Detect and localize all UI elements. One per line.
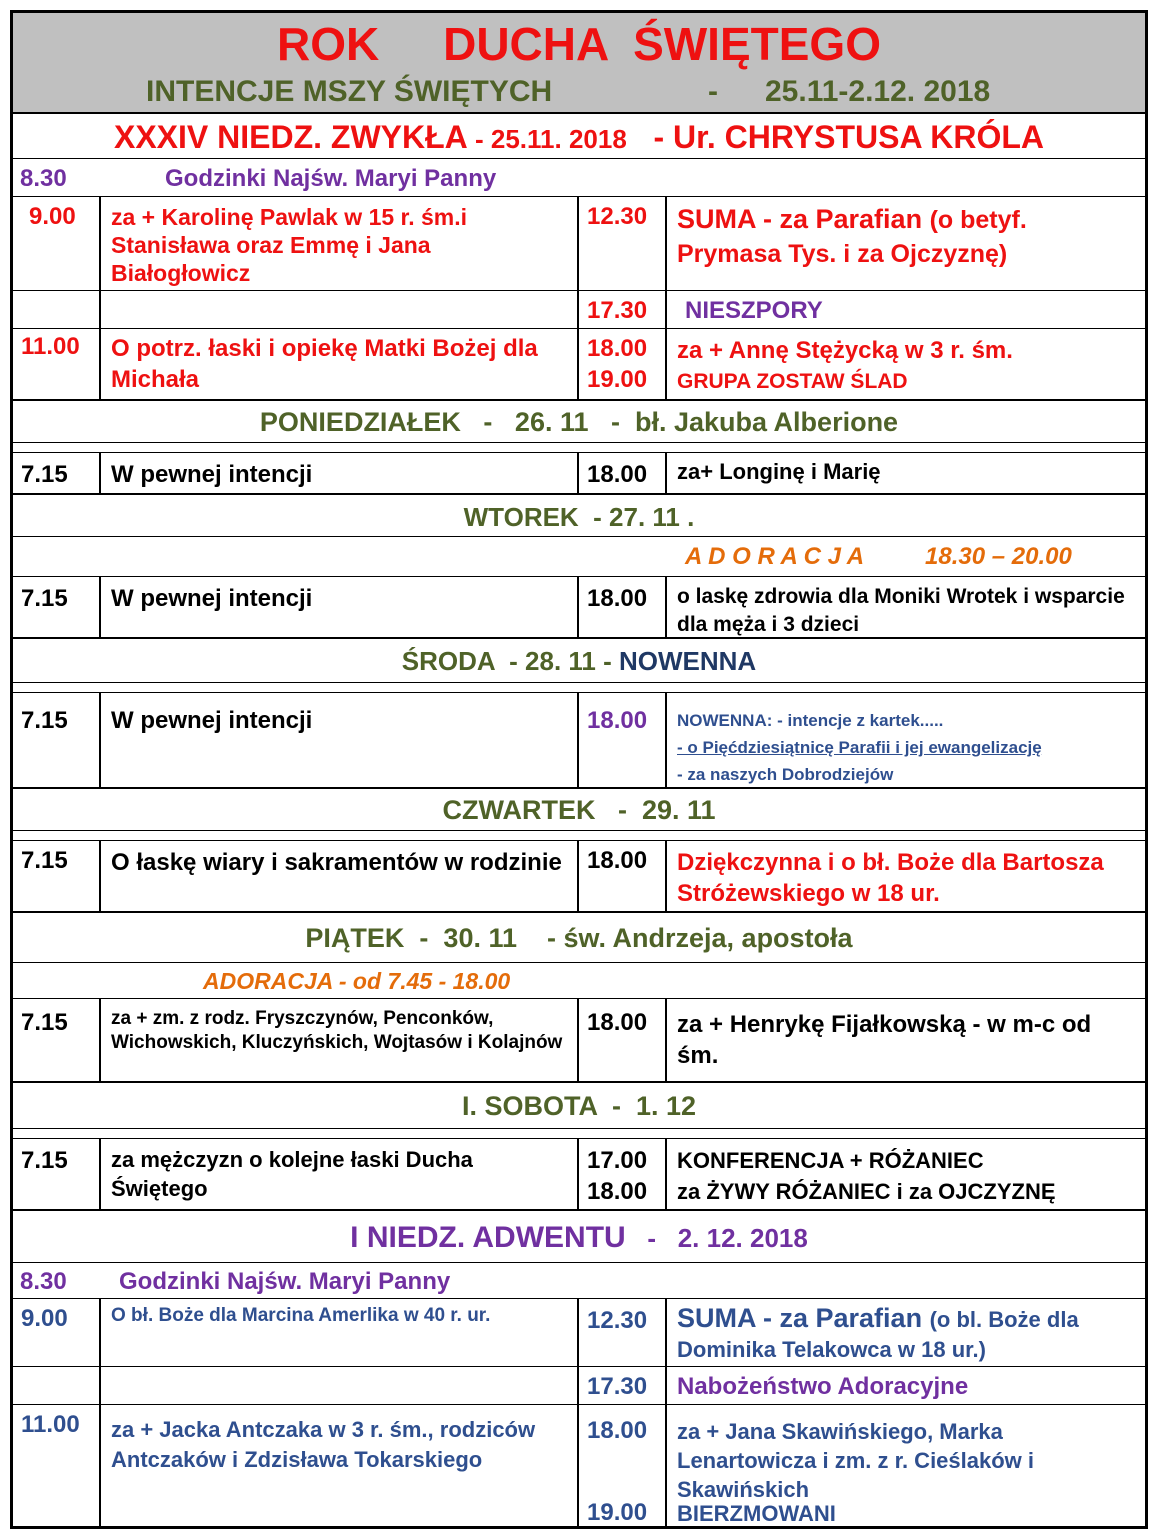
mass-time: 18.00 bbox=[587, 335, 648, 362]
mass-time: 18.00 bbox=[587, 847, 648, 874]
novena-line: NOWENNA: - intencje z kartek..... bbox=[677, 711, 944, 730]
mass-intention: SUMA - za Parafian (o betyf. Prymasa Tys. i za Ojczyznę) bbox=[677, 204, 1027, 268]
mass-intention: KONFERENCJA + RÓŻANIEC bbox=[677, 1148, 984, 1173]
mass-time: 18.00 bbox=[587, 461, 648, 488]
day-title: PIĄTEK - 30. 11 - św. Andrzeja, apostoła bbox=[305, 923, 853, 953]
mass-time: 17.00 bbox=[587, 1147, 648, 1174]
mass-time: 17.30 bbox=[587, 297, 648, 324]
mass-intention: za ŻYWY RÓŻANIEC i za OJCZYZNĘ bbox=[677, 1179, 1056, 1204]
adoration-row bbox=[13, 963, 1145, 999]
mass-row bbox=[13, 1367, 1145, 1405]
mass-intention: W pewnej intencji bbox=[111, 585, 313, 612]
day-header-wednesday bbox=[13, 639, 1145, 683]
mass-time: 18.00 bbox=[587, 1009, 648, 1036]
mass-intention: W pewnej intencji bbox=[111, 461, 313, 488]
mass-intention: GRUPA ZOSTAW ŚLAD bbox=[677, 370, 908, 393]
adoration-label: A D O R A C J A bbox=[685, 543, 865, 570]
intentions-sheet bbox=[10, 10, 1148, 1529]
mass-row bbox=[13, 453, 1145, 495]
mass-time: 12.30 bbox=[587, 1307, 648, 1334]
mass-time: 7.15 bbox=[21, 1009, 68, 1036]
novena-line: - o Pięćdziesiątnicę Parafii i jej ewangelizację bbox=[677, 738, 1042, 757]
day-header-sunday-1 bbox=[13, 114, 1145, 159]
mass-row bbox=[13, 1139, 1145, 1211]
mass-time: 18.00 bbox=[587, 707, 648, 734]
mass-intention: BIERZMOWANI bbox=[677, 1501, 836, 1526]
mass-intention: O potrz. łaski i opiekę Matki Bożej dla Michała bbox=[111, 335, 538, 393]
mass-time: 19.00 bbox=[587, 1499, 648, 1526]
mass-time: 19.00 bbox=[587, 366, 648, 393]
mass-row bbox=[13, 1405, 1145, 1529]
spacer-row bbox=[13, 1129, 1145, 1139]
mass-row bbox=[13, 291, 1145, 329]
mass-intention: SUMA - za Parafian (o bl. Boże dla Dominika Telakowca w 18 ur.) bbox=[677, 1303, 1079, 1362]
day-header-thursday bbox=[13, 789, 1145, 831]
day-title: CZWARTEK - 29. 11 bbox=[442, 795, 716, 825]
mass-row bbox=[13, 693, 1145, 789]
mass-time: 9.00 bbox=[29, 203, 76, 230]
header bbox=[13, 13, 1145, 114]
day-title: PONIEDZIAŁEK - 26. 11 - bł. Jakuba Alberione bbox=[259, 407, 899, 437]
mass-intention: o laskę zdrowia dla Moniki Wrotek i wsparcie dla męża i 3 dzieci bbox=[677, 585, 1125, 636]
day-title: I. SOBOTA - 1. 12 bbox=[461, 1091, 697, 1121]
mass-row bbox=[13, 577, 1145, 639]
spacer-row bbox=[13, 683, 1145, 693]
mass-time: 8.30 bbox=[20, 1268, 67, 1295]
day-title: ŚRODA - 28. 11 - NOWENNA bbox=[401, 646, 757, 676]
mass-time: 17.30 bbox=[587, 1373, 648, 1400]
spacer-row bbox=[13, 443, 1145, 453]
mass-intention: Nabożeństwo Adoracyjne bbox=[677, 1373, 969, 1400]
mass-time: 11.00 bbox=[21, 1411, 80, 1438]
mass-intention: Godzinki Najśw. Maryi Panny bbox=[165, 165, 497, 192]
day-header-saturday bbox=[13, 1083, 1145, 1129]
mass-time: 12.30 bbox=[587, 203, 648, 230]
mass-time: 11.00 bbox=[21, 333, 80, 360]
mass-row bbox=[13, 999, 1145, 1083]
mass-intention: Dziękczynna i o bł. Boże dla Bartosza Stróżewskiego w 18 ur. bbox=[677, 849, 1104, 907]
mass-time: 18.00 bbox=[587, 1417, 648, 1444]
mass-intention: za + Henrykę Fijałkowską - w m-c od śm. bbox=[677, 1011, 1092, 1069]
mass-time: 7.15 bbox=[21, 1147, 68, 1174]
mass-time: 18.00 bbox=[587, 585, 648, 612]
adoration-label: ADORACJA - od 7.45 - 18.00 bbox=[203, 968, 511, 994]
mass-intention: za + Annę Stężycką w 3 r. śm. bbox=[677, 337, 1013, 364]
novena-line: - za naszych Dobrodziejów bbox=[677, 765, 894, 784]
mass-time: 7.15 bbox=[21, 585, 68, 612]
page-subtitle: INTENCJE MSZY ŚWIĘTYCH bbox=[146, 75, 553, 108]
day-header-tuesday bbox=[13, 495, 1145, 537]
mass-row bbox=[13, 197, 1145, 291]
day-header-monday bbox=[13, 401, 1145, 443]
mass-intention: Godzinki Najśw. Maryi Panny bbox=[119, 1268, 451, 1295]
mass-intention: za + Jana Skawińskiego, Marka Lenartowicza i zm. z r. Cieślaków i Skawińskich bbox=[677, 1419, 1035, 1502]
mass-intention: za+ Longinę i Marię bbox=[677, 459, 881, 484]
mass-intention: NIESZPORY bbox=[685, 297, 823, 324]
mass-time: 8.30 bbox=[20, 165, 67, 192]
mass-time: 7.15 bbox=[21, 461, 68, 488]
day-header-sunday-2 bbox=[13, 1211, 1145, 1263]
mass-row bbox=[13, 1263, 1145, 1299]
mass-intention: za + Jacka Antczaka w 3 r. śm., rodziców Antczaków i Zdzisława Tokarskiego bbox=[111, 1417, 536, 1472]
mass-time: 7.15 bbox=[21, 707, 68, 734]
adoration-row bbox=[13, 537, 1145, 577]
spacer-row bbox=[13, 831, 1145, 841]
mass-intention: W pewnej intencji bbox=[111, 707, 313, 734]
mass-time: 7.15 bbox=[21, 847, 68, 874]
mass-row bbox=[13, 159, 1145, 197]
day-title: WTOREK - 27. 11 . bbox=[463, 502, 695, 532]
mass-intention: za + Karolinę Pawlak w 15 r. śm.i Stanisława oraz Emmę i Jana Białogłowicz bbox=[111, 204, 468, 286]
subtitle-dash: - bbox=[708, 75, 718, 108]
mass-time: 9.00 bbox=[21, 1305, 68, 1332]
mass-time: 18.00 bbox=[587, 1178, 648, 1205]
mass-row bbox=[13, 1299, 1145, 1367]
adoration-time: 18.30 – 20.00 bbox=[925, 543, 1072, 570]
date-range: 25.11-2.12. 2018 bbox=[765, 75, 991, 108]
page-title: ROK DUCHA ŚWIĘTEGO bbox=[277, 18, 881, 70]
day-title: XXXIV NIEDZ. ZWYKŁA - 25.11. 2018 - Ur. CHRYSTUSA KRÓLA bbox=[113, 119, 1045, 155]
mass-intention: za mężczyzn o kolejne łaski Ducha Świętego bbox=[111, 1147, 473, 1201]
day-title: I NIEDZ. ADWENTU - 2. 12. 2018 bbox=[350, 1221, 808, 1254]
mass-row bbox=[13, 841, 1145, 913]
mass-intention: O łaskę wiary i sakramentów w rodzinie bbox=[111, 849, 562, 876]
mass-intention: za + zm. z rodz. Fryszczynów, Penconków, Wichowskich, Kluczyńskich, Wojtasów i Kolajnów bbox=[111, 1008, 563, 1053]
mass-row bbox=[13, 329, 1145, 401]
mass-intention: O bł. Boże dla Marcina Amerlika w 40 r. ur. bbox=[111, 1305, 491, 1326]
day-header-friday bbox=[13, 913, 1145, 963]
